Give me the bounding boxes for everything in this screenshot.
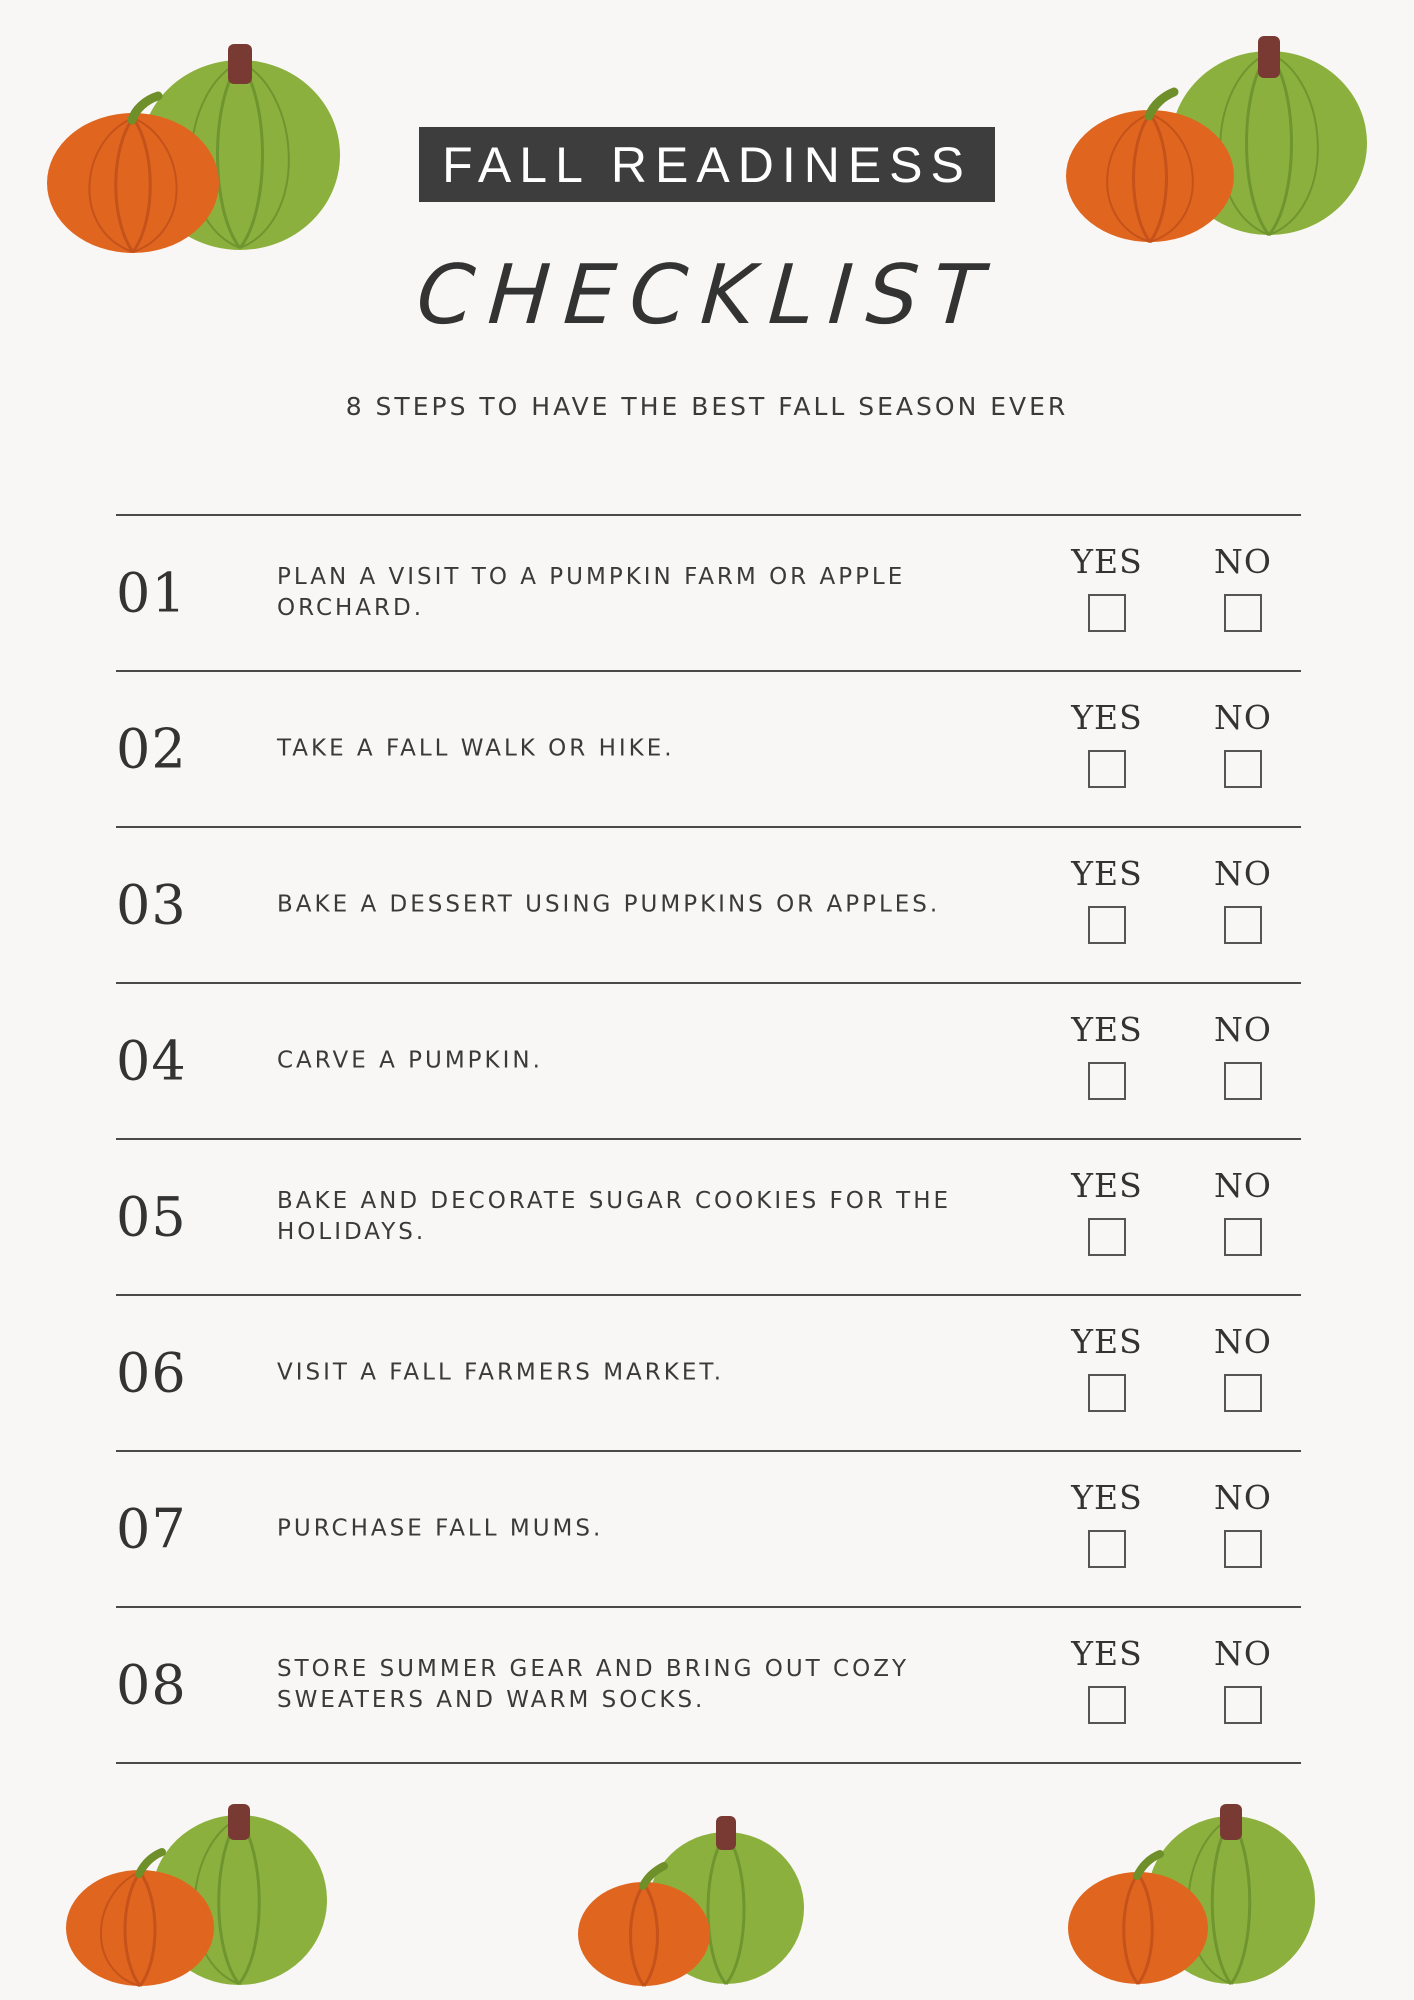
no-checkbox[interactable] [1224,1686,1262,1724]
no-checkbox[interactable] [1224,594,1262,632]
no-option [1198,1012,1288,1100]
item-number: 02 [116,717,187,781]
yes-checkbox[interactable] [1088,594,1126,632]
yes-label: YES [1071,1322,1143,1361]
checklist-row [116,828,1301,982]
checklist-row [116,1296,1301,1450]
item-text: BAKE A DESSERT USING PUMPKINS OR APPLES. [277,891,941,918]
no-label: NO [1214,1322,1272,1361]
no-checkbox[interactable] [1224,750,1262,788]
pumpkin-pair-icon [1066,1800,1336,1990]
no-option [1198,1636,1288,1724]
yes-label: YES [1071,1478,1143,1517]
no-option [1198,1480,1288,1568]
title-banner [419,127,995,202]
checklist-row [116,984,1301,1138]
pumpkin-pair-icon [576,1810,826,1990]
no-label: NO [1214,1166,1272,1205]
pumpkin-pair-icon [40,40,370,255]
no-label: NO [1214,698,1272,737]
no-label: NO [1214,1478,1272,1517]
item-text: STORE SUMMER GEAR AND BRING OUT COZY SWEATERS AND WARM SOCKS. [277,1656,910,1713]
item-number: 06 [116,1341,187,1405]
item-number: 05 [116,1185,187,1249]
item-text: PLAN A VISIT TO A PUMPKIN FARM OR APPLE ORCHARD. [277,564,906,621]
yes-option [1062,1324,1152,1412]
yes-checkbox[interactable] [1088,1062,1126,1100]
no-option [1198,700,1288,788]
yes-checkbox[interactable] [1088,1218,1126,1256]
no-option [1198,1324,1288,1412]
banner-text: FALL READINESS [442,136,972,193]
no-option [1198,1168,1288,1256]
yes-checkbox[interactable] [1088,1374,1126,1412]
item-number: 07 [116,1497,187,1561]
yes-label: YES [1071,854,1143,893]
no-label: NO [1214,854,1272,893]
yes-option [1062,1012,1152,1100]
item-text: BAKE AND DECORATE SUGAR COOKIES FOR THE HOLIDAYS. [277,1188,952,1245]
yes-option [1062,1636,1152,1724]
checklist-row [116,672,1301,826]
yes-label: YES [1071,542,1143,581]
checklist-row [116,1140,1301,1294]
yes-checkbox[interactable] [1088,906,1126,944]
yes-option [1062,700,1152,788]
item-text: PURCHASE FALL MUMS. [277,1515,604,1542]
pumpkin-pair-icon [64,1800,354,1990]
page-title: CHECKLIST [413,248,1001,343]
no-option [1198,544,1288,632]
yes-label: YES [1071,698,1143,737]
yes-option [1062,856,1152,944]
page-subtitle: 8 STEPS TO HAVE THE BEST FALL SEASON EVER [345,392,1069,421]
no-checkbox[interactable] [1224,1374,1262,1412]
divider [116,1762,1301,1764]
yes-option [1062,1168,1152,1256]
yes-option [1062,1480,1152,1568]
checklist-row [116,516,1301,670]
no-label: NO [1214,542,1272,581]
checklist-row [116,1452,1301,1606]
item-number: 01 [116,561,187,625]
no-checkbox[interactable] [1224,906,1262,944]
item-number: 08 [116,1653,187,1717]
no-option [1198,856,1288,944]
yes-checkbox[interactable] [1088,1530,1126,1568]
item-text: VISIT A FALL FARMERS MARKET. [277,1359,725,1386]
pumpkin-pair-icon [1064,28,1384,248]
no-label: NO [1214,1634,1272,1673]
yes-label: YES [1071,1166,1143,1205]
yes-checkbox[interactable] [1088,750,1126,788]
yes-label: YES [1071,1634,1143,1673]
item-number: 04 [116,1029,187,1093]
item-number: 03 [116,873,187,937]
yes-option [1062,544,1152,632]
checklist-row [116,1608,1301,1762]
item-text: CARVE A PUMPKIN. [277,1047,543,1074]
no-checkbox[interactable] [1224,1530,1262,1568]
no-checkbox[interactable] [1224,1062,1262,1100]
yes-checkbox[interactable] [1088,1686,1126,1724]
checklist [116,514,1301,1764]
yes-label: YES [1071,1010,1143,1049]
item-text: TAKE A FALL WALK OR HIKE. [277,735,675,762]
no-checkbox[interactable] [1224,1218,1262,1256]
no-label: NO [1214,1010,1272,1049]
